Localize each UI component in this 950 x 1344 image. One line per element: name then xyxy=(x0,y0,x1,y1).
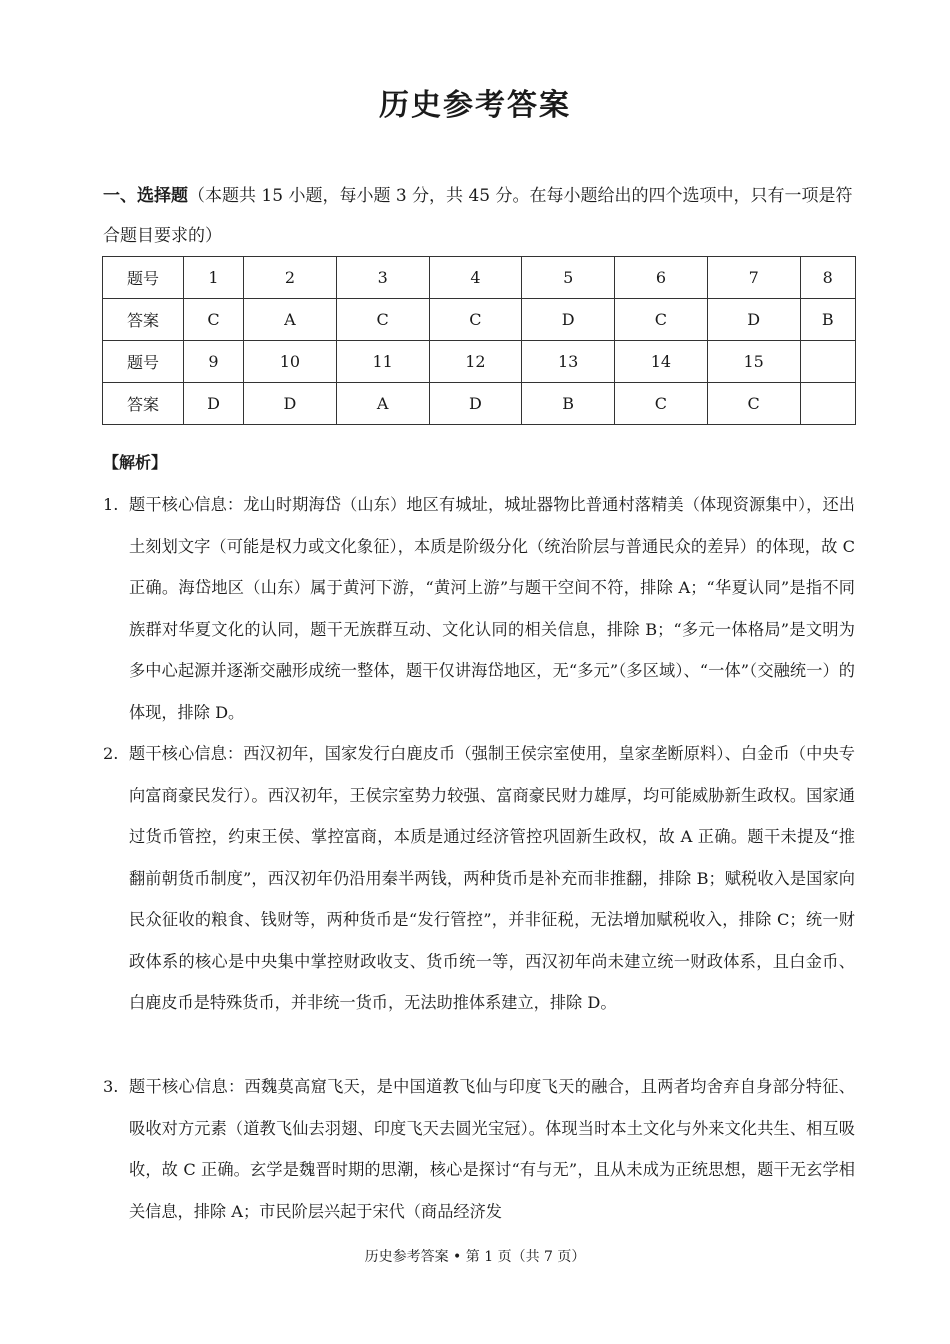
table-cell: C xyxy=(615,299,708,341)
table-cell: 3 xyxy=(336,257,429,299)
table-cell: 10 xyxy=(244,341,337,383)
row-header: 题号 xyxy=(103,257,184,299)
table-row xyxy=(103,299,856,341)
page-footer: 历史参考答案 • 第 1 页（共 7 页） xyxy=(364,1249,586,1265)
table-cell: D xyxy=(429,383,522,425)
analysis-item-1 xyxy=(103,484,855,733)
section-label: 一、选择题 xyxy=(103,186,188,206)
row-header: 答案 xyxy=(103,299,184,341)
section-heading xyxy=(103,176,863,256)
item-number: 3. xyxy=(103,1077,119,1096)
table-cell: D xyxy=(707,299,800,341)
analysis-item-2 xyxy=(103,733,855,1024)
page-title: 历史参考答案 xyxy=(379,88,571,123)
table-cell: C xyxy=(707,383,800,425)
table-cell: A xyxy=(244,299,337,341)
item-number: 2. xyxy=(103,744,119,763)
table-cell: 15 xyxy=(707,341,800,383)
row-header: 题号 xyxy=(103,341,184,383)
table-cell: 7 xyxy=(707,257,800,299)
table-cell: D xyxy=(244,383,337,425)
table-cell: 14 xyxy=(615,341,708,383)
table-row xyxy=(103,341,856,383)
table-cell: 4 xyxy=(429,257,522,299)
analysis-heading: 【解析】 xyxy=(103,453,168,472)
table-cell: 2 xyxy=(244,257,337,299)
item-text: 题干核心信息：西魏莫高窟飞天，是中国道教飞仙与印度飞天的融合，且两者均舍弃自身部分特征、吸收对方元素（道教飞仙去羽翅、印度飞天去圆光宝冠）。体现当时本土文化与外来文化共生、相互吸收，故 C 正确。玄学是魏晋时期的思潮，核心是探讨“有与无”，且从未成为正统思想，题干无玄学相关信息，排除 A；市民阶层兴起于宋代（商品经济发 xyxy=(129,1077,855,1221)
table-cell xyxy=(800,383,855,425)
table-cell: A xyxy=(336,383,429,425)
table-cell: 1 xyxy=(184,257,244,299)
row-header: 答案 xyxy=(103,383,184,425)
table-cell: B xyxy=(522,383,615,425)
section-instructions: （本题共 15 小题，每小题 3 分，共 45 分。在每小题给出的四个选项中，只有一项是符合题目要求的） xyxy=(103,186,853,246)
table-cell: 13 xyxy=(522,341,615,383)
table-cell: 6 xyxy=(615,257,708,299)
table-cell: 11 xyxy=(336,341,429,383)
table-cell: D xyxy=(522,299,615,341)
table-cell: 8 xyxy=(800,257,855,299)
table-cell: C xyxy=(336,299,429,341)
table-cell: 9 xyxy=(184,341,244,383)
table-cell: D xyxy=(184,383,244,425)
table-cell: 5 xyxy=(522,257,615,299)
table-cell: C xyxy=(184,299,244,341)
table-cell: C xyxy=(429,299,522,341)
item-text: 题干核心信息：龙山时期海岱（山东）地区有城址，城址器物比普通村落精美（体现资源集中），还出土刻划文字（可能是权力或文化象征），本质是阶级分化（统治阶层与普通民众的差异）的体现，故 C 正确。海岱地区（山东）属于黄河下游，“黄河上游”与题干空间不符，排除 A；“华夏认同”是指不同族群对华夏文化的认同，题干无族群互动、文化认同的相关信息，排除 B；“多元一体格局”是文明为多中心起源并逐渐交融形成统一整体，题干仅讲海岱地区，无“多元”（多区域）、“一体”（交融统一）的体现，排除 D。 xyxy=(129,495,855,722)
table-cell: 12 xyxy=(429,341,522,383)
item-text: 题干核心信息：西汉初年，国家发行白鹿皮币（强制王侯宗室使用，皇家垄断原料）、白金币（中央专向富商豪民发行）。西汉初年，王侯宗室势力较强、富商豪民财力雄厚，均可能威胁新生政权。国家通过货币管控，约束王侯、掌控富商，本质是通过经济管控巩固新生政权，故 A 正确。题干未提及“推翻前朝货币制度”，西汉初年仍沿用秦半两钱，两种货币是补充而非推翻，排除 B；赋税收入是国家向民众征收的粮食、钱财等，两种货币是“发行管控”，并非征税，无法增加赋税收入，排除 C；统一财政体系的核心是中央集中掌控财政收支、货币统一等，西汉初年尚未建立统一财政体系，且白金币、白鹿皮币是特殊货币，并非统一货币，无法助推体系建立，排除 D。 xyxy=(129,744,855,1012)
item-number: 1. xyxy=(103,495,119,514)
table-cell: C xyxy=(615,383,708,425)
answer-table xyxy=(102,256,856,425)
table-cell xyxy=(800,341,855,383)
table-cell: B xyxy=(800,299,855,341)
table-row xyxy=(103,257,856,299)
table-row xyxy=(103,383,856,425)
analysis-item-3 xyxy=(103,1066,855,1232)
